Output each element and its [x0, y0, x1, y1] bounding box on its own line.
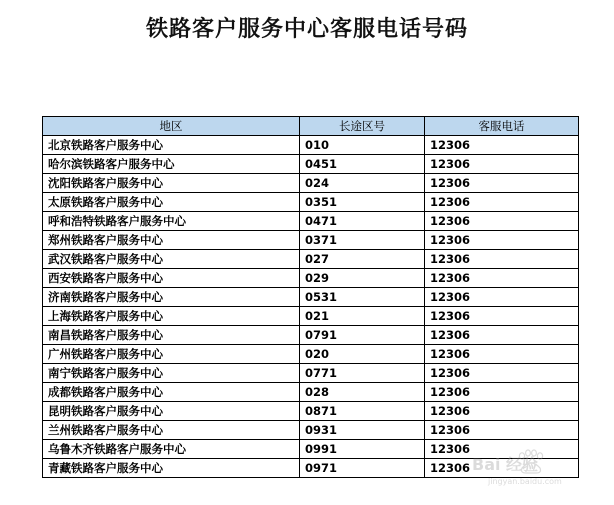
- area-code-cell: 010: [300, 136, 425, 155]
- service-phone-cell: 12306: [425, 174, 579, 193]
- table-row: [43, 345, 579, 364]
- area-code-cell: 0771: [300, 364, 425, 383]
- header-service-phone: 客服电话: [425, 117, 579, 136]
- service-phone-cell: 12306: [425, 212, 579, 231]
- service-phone-cell: 12306: [425, 421, 579, 440]
- region-cell: 武汉铁路客户服务中心: [43, 250, 300, 269]
- area-code-cell: 0451: [300, 155, 425, 174]
- watermark-text: Bai 经验: [472, 455, 539, 474]
- region-cell: 昆明铁路客户服务中心: [43, 402, 300, 421]
- service-phone-cell: 12306: [425, 231, 579, 250]
- service-phone-cell: 12306: [425, 402, 579, 421]
- region-cell: 沈阳铁路客户服务中心: [43, 174, 300, 193]
- page-title: 铁路客户服务中心客服电话号码: [145, 17, 468, 42]
- table-row: [43, 174, 579, 193]
- region-cell: 北京铁路客户服务中心: [43, 136, 300, 155]
- region-cell: 哈尔滨铁路客户服务中心: [43, 155, 300, 174]
- table-row: [43, 402, 579, 421]
- region-cell: 郑州铁路客户服务中心: [43, 231, 300, 250]
- table-row: [43, 383, 579, 402]
- service-phone-cell: 12306: [425, 288, 579, 307]
- table-header-row: [43, 117, 579, 136]
- region-cell: 上海铁路客户服务中心: [43, 307, 300, 326]
- watermark-url: jingyan.baidu.com: [488, 477, 562, 486]
- service-phone-cell: 12306: [425, 459, 579, 478]
- service-phone-cell: 12306: [425, 326, 579, 345]
- area-code-cell: 029: [300, 269, 425, 288]
- region-cell: 西安铁路客户服务中心: [43, 269, 300, 288]
- area-code-cell: 0871: [300, 402, 425, 421]
- service-phone-cell: 12306: [425, 155, 579, 174]
- region-cell: 成都铁路客户服务中心: [43, 383, 300, 402]
- region-cell: 南宁铁路客户服务中心: [43, 364, 300, 383]
- area-code-cell: 028: [300, 383, 425, 402]
- region-cell: 广州铁路客户服务中心: [43, 345, 300, 364]
- hotline-table: [42, 116, 579, 478]
- area-code-cell: 0351: [300, 193, 425, 212]
- table-row: [43, 250, 579, 269]
- area-code-cell: 0931: [300, 421, 425, 440]
- area-code-cell: 024: [300, 174, 425, 193]
- region-cell: 济南铁路客户服务中心: [43, 288, 300, 307]
- table-row: [43, 326, 579, 345]
- table-row: [43, 136, 579, 155]
- table-row: [43, 231, 579, 250]
- region-cell: 南昌铁路客户服务中心: [43, 326, 300, 345]
- table-row: [43, 212, 579, 231]
- service-phone-cell: 12306: [425, 269, 579, 288]
- area-code-cell: 021: [300, 307, 425, 326]
- region-cell: 太原铁路客户服务中心: [43, 193, 300, 212]
- header-area-code: 长途区号: [300, 117, 425, 136]
- table-row: [43, 364, 579, 383]
- region-cell: 兰州铁路客户服务中心: [43, 421, 300, 440]
- table-row: [43, 193, 579, 212]
- service-phone-cell: 12306: [425, 250, 579, 269]
- area-code-cell: 0531: [300, 288, 425, 307]
- header-region: 地区: [43, 117, 300, 136]
- service-phone-cell: 12306: [425, 307, 579, 326]
- table-body: [43, 136, 579, 478]
- service-phone-cell: 12306: [425, 440, 579, 459]
- table-row: [43, 269, 579, 288]
- area-code-cell: 0991: [300, 440, 425, 459]
- service-phone-cell: 12306: [425, 383, 579, 402]
- area-code-cell: 0371: [300, 231, 425, 250]
- region-cell: 青藏铁路客户服务中心: [43, 459, 300, 478]
- area-code-cell: 027: [300, 250, 425, 269]
- table-row: [43, 288, 579, 307]
- area-code-cell: 0791: [300, 326, 425, 345]
- table-row: [43, 459, 579, 478]
- service-phone-cell: 12306: [425, 345, 579, 364]
- area-code-cell: 0471: [300, 212, 425, 231]
- region-cell: 乌鲁木齐铁路客户服务中心: [43, 440, 300, 459]
- table-row: [43, 440, 579, 459]
- region-cell: 呼和浩特铁路客户服务中心: [43, 212, 300, 231]
- area-code-cell: 0971: [300, 459, 425, 478]
- table-row: [43, 421, 579, 440]
- table-row: [43, 307, 579, 326]
- service-phone-cell: 12306: [425, 364, 579, 383]
- service-phone-cell: 12306: [425, 193, 579, 212]
- service-phone-cell: 12306: [425, 136, 579, 155]
- area-code-cell: 020: [300, 345, 425, 364]
- table-row: [43, 155, 579, 174]
